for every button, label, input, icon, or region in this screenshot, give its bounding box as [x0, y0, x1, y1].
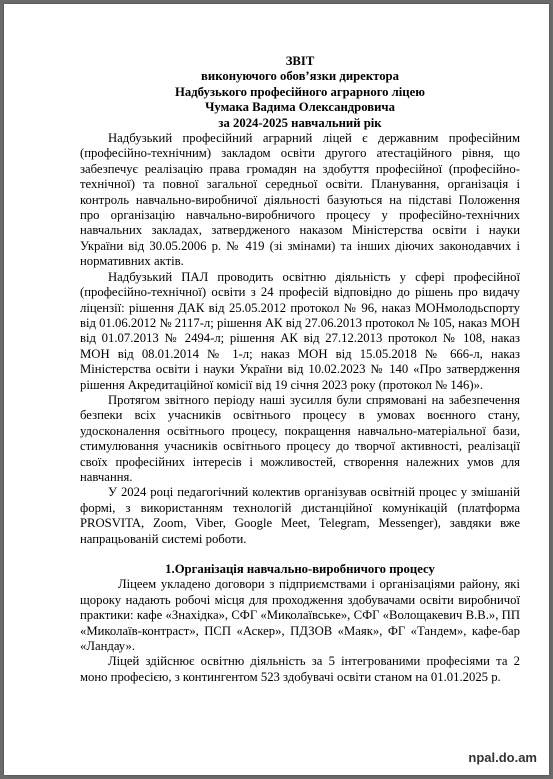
- body-paragraph-4: У 2024 році педагогічний колектив організував освітній процес у змішаній формі, з використанням технологій дистанційної комунікацій (платформа PROSVITA, Zoom, Viber, Google Meet, Telegram, Messenger), завдяки вже напрацьованій системі роботи.: [80, 485, 520, 546]
- report-subtitle-name: Чумака Вадима Олександровича: [205, 100, 395, 115]
- body-paragraph-2: Надбузький ПАЛ проводить освітню діяльність у сфері професійної (професійно-технічної) освіти з 24 професій відповідно до рішень про видачу ліцензії: рішення ДАК від 25.05.2012 протокол № 96, наказ МОНмолодьспорту від 01.06.2012 № 2117-л; рішення АК від 27.06.2013 протокол № 105, наказ МОН від 01.07.2013 № 2494-л; рішення АК від 27.12.2013 протокол № 108, наказ МОН від 08.01.2014 № 1-л; наказ МОН від 15.05.2018 № 666-л, наказ Міністерства освіти і науки України від 10.02.2023 № 140 «Про затвердження рішення Акредитаційної комісії від 19 січня 2023 року (протокол № 146)».: [80, 269, 520, 392]
- section-spacer: [80, 547, 520, 562]
- document-page: [4, 4, 549, 775]
- section-paragraph-2: Ліцей здійснює освітню діяльність за 5 інтегрованими професіями та 2 моно професією, з контингентом 523 здобувачі освіти станом на 01.01.2025 р.: [80, 654, 520, 684]
- section-paragraph-1: Ліцеем укладено договори з підприємствами і організаціями району, які щороку надають робочі місця для проходження здобувачами освіти виробничої практики: кафе «Знахідка», СФГ «Миколаївське», СФГ «Волощакевич В.В.», ПП «Миколаїв-контраст», ПСП «Аскер», ПДЗОВ «Маяк», ФГ «Тандем», кафе-бар «Ландау».: [80, 577, 520, 654]
- body-paragraph-3: Протягом звітного періоду наші зусилля були спрямовані на забезпечення безпеки всіх учасників освітнього процесу в умовах воєнного стану, удосконалення освітнього процесу, покращення навчально-матеріальної бази, стимулювання учасників освітнього процесу до творчої активності, реалізації своїх професійних інтересів і можливостей, створення належних умов для навчання.: [80, 392, 520, 484]
- body-paragraph-1: Надбузький професійний аграрний ліцей є державним професійним (професійно-технічним) закладом освіти другого атестаційного рівня, що забезпечує реалізацію права громадян на здобуття професійної (професійно-технічної) та повної загальної середньої освіти. Планування, організація і контроль навчально-виробничої діяльності базуються на підставі Положення про організацію навчально-виробничого процесу у професійно-технічних навчальних закладах, затвердженого наказом Міністерства освіти і науки України від 30.05.2006 р. № 419 (зі змінами) та інших діючих законодавчих і нормативних актів.: [80, 131, 520, 269]
- report-subtitle-institution: Надбузького професійного аграрного ліцею: [175, 84, 425, 99]
- site-watermark: npal.do.am: [464, 748, 541, 767]
- report-subtitle-position: виконуючого обов’язки директора: [201, 69, 399, 84]
- section-heading: 1.Організація навчально-виробничого процесу: [165, 562, 435, 576]
- report-title: ЗВІТ: [285, 54, 315, 68]
- document-content: [80, 54, 520, 685]
- report-subtitle-year: за 2024-2025 навчальний рік: [218, 115, 382, 130]
